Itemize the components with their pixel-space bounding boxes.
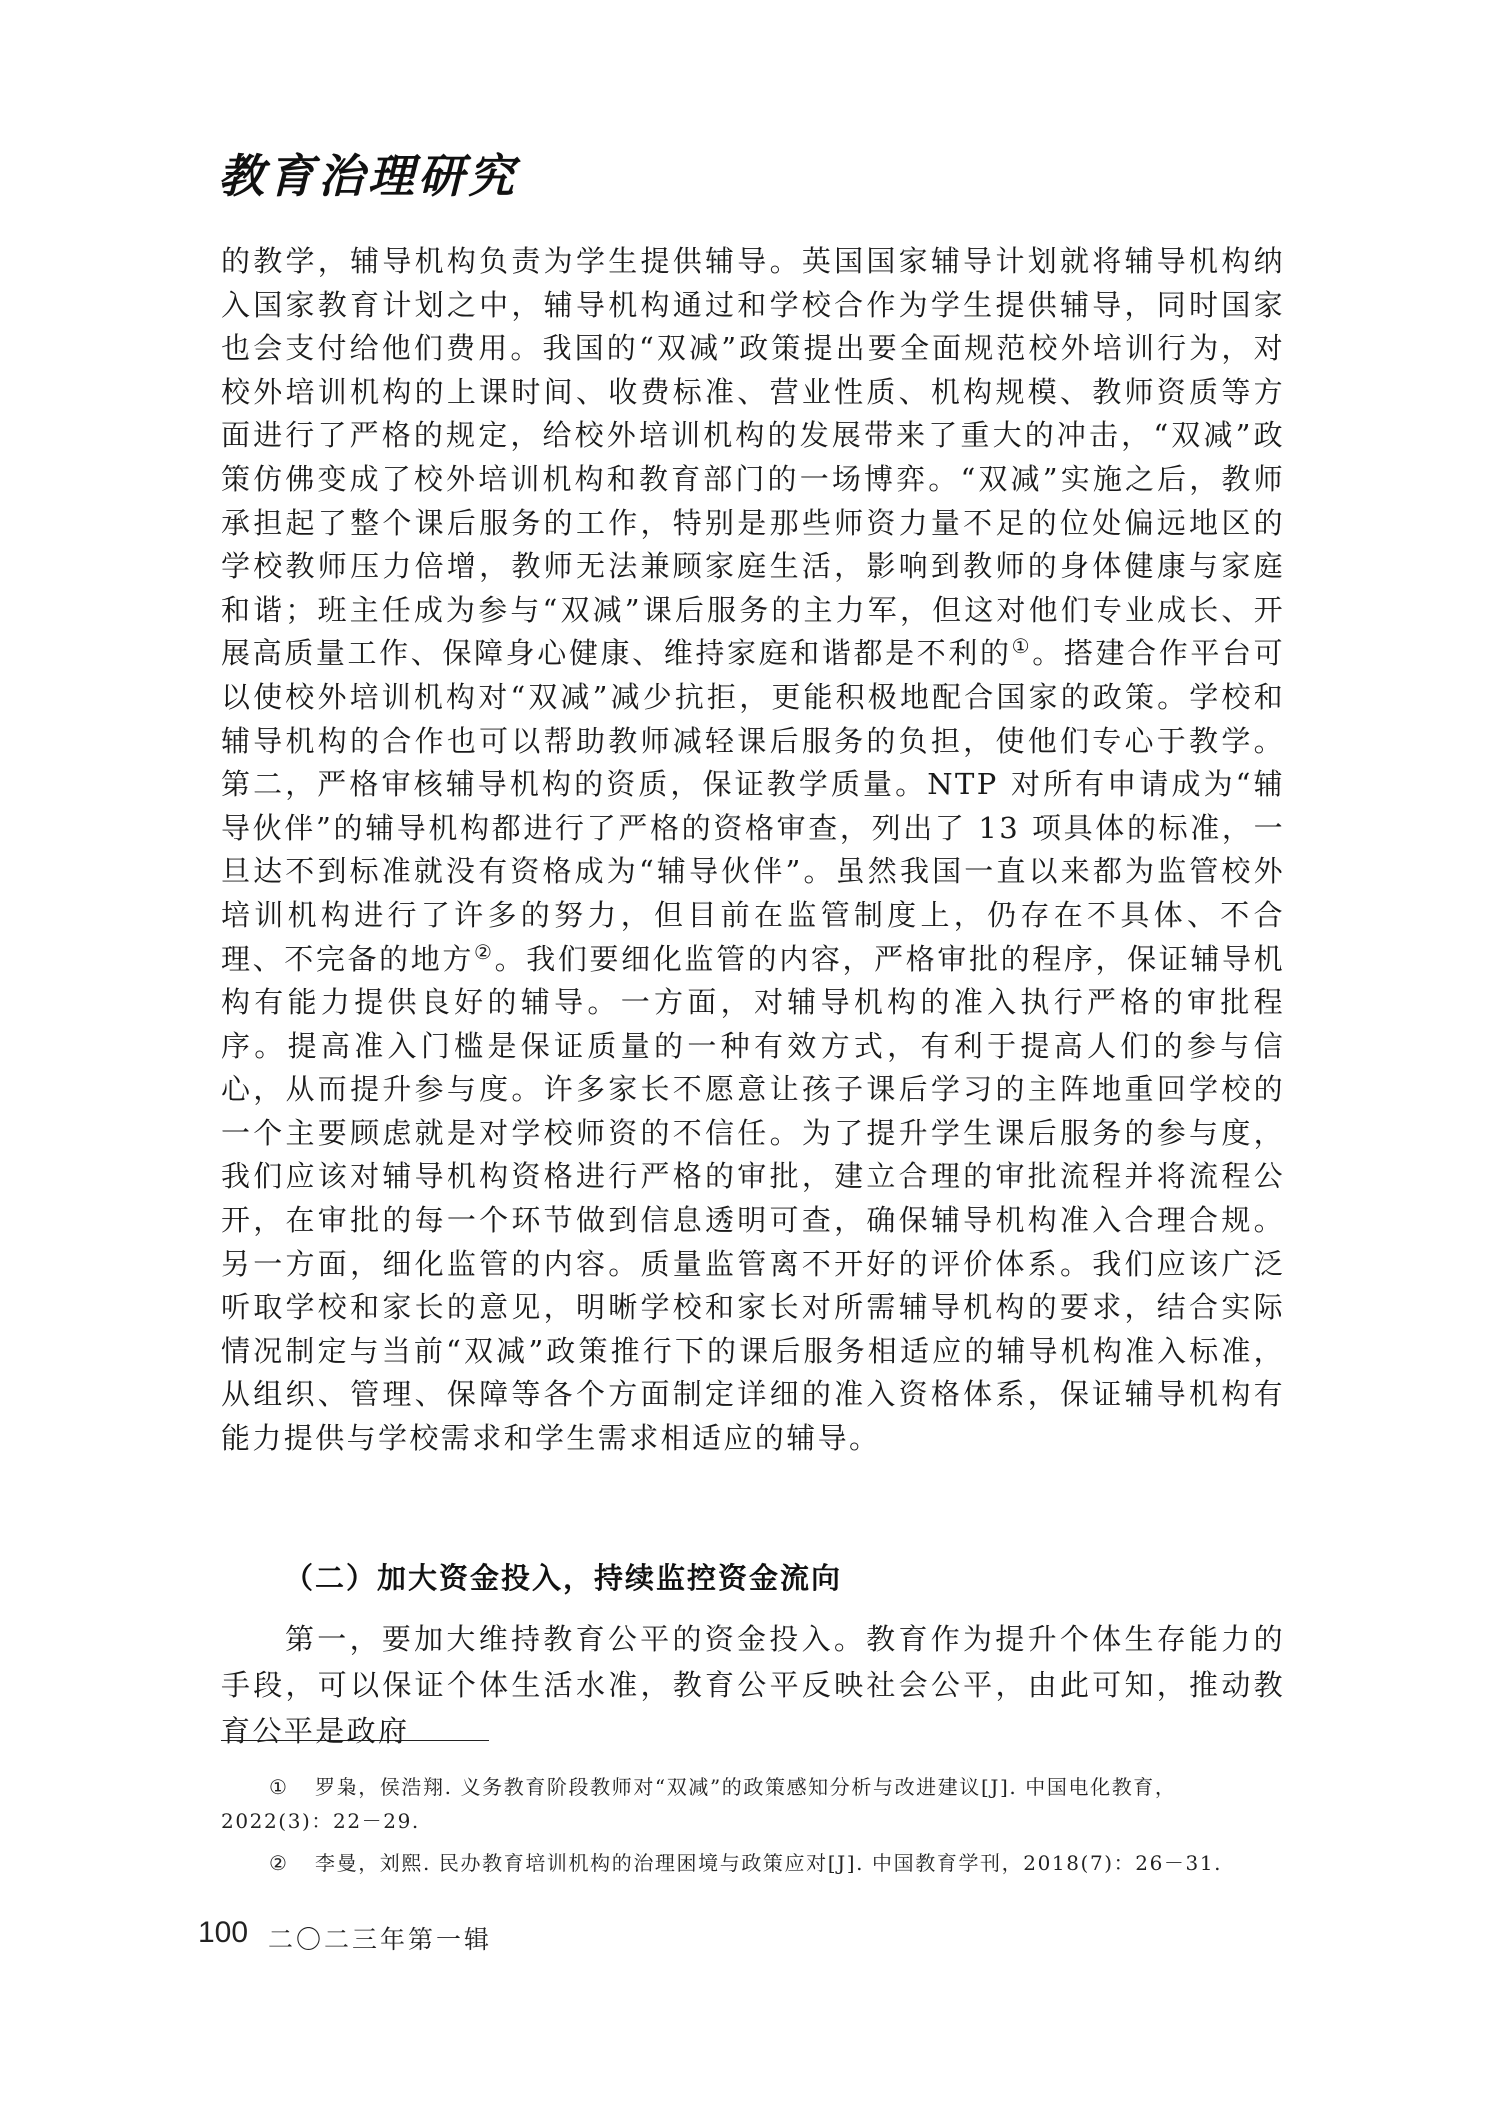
journal-title: 教育治理研究 <box>218 149 518 203</box>
paragraph-text-part-2: 。搭建合作平台可以使校外培训机构对“双减”减少抗拒，更能积极地配合国家的政策。学校和辅导机构的合作也可以帮助教师减轻课后服务的负担，使他们专心于教学。第二，严格审核辅导机构的资质，保证教学质量。NTP 对所有申请成为“辅导伙伴”的辅导机构都进行了严格的资格审查，列出了 13 项具体的标准，一旦达不到标准就没有资格成为“辅导伙伴”。虽然我国一直以来都为监管校外培训机构进行了许多的努力，但目前在监管制度上，仍存在不具体、不合理、不完备的地方 <box>221 636 1285 976</box>
second-paragraph <box>221 1616 1285 1754</box>
issue-label: 二〇二三年第一辑 <box>268 1925 493 1954</box>
paragraph-text-part-1: 的教学，辅导机构负责为学生提供辅导。英国国家辅导计划就将辅导机构纳入国家教育计划之中，辅导机构通过和学校合作为学生提供辅导，同时国家也会支付给他们费用。我国的“双减”政策提出要全面规范校外培训行为，对校外培训机构的上课时间、收费标准、营业性质、机构规模、教师资质等方面进行了严格的规定，给校外培训机构的发展带来了重大的冲击，“双减”政策仿佛变成了校外培训机构和教育部门的一场博弈。“双减”实施之后，教师承担起了整个课后服务的工作，特别是那些师资力量不足的位处偏远地区的学校教师压力倍增，教师无法兼顾家庭生活，影响到教师的身体健康与家庭和谐；班主任成为参与“双减”课后服务的主力军，但这对他们专业成长、开展高质量工作、保障身心健康、维持家庭和谐都是不利的 <box>221 244 1285 671</box>
footnote-ref-1[interactable]: ① <box>1011 634 1033 659</box>
page-number: 100 <box>198 1916 249 1949</box>
footnote-divider <box>221 1740 489 1741</box>
section-heading: （二）加大资金投入，持续监控资金流向 <box>284 1561 843 1595</box>
footnote-ref-2[interactable]: ② <box>474 939 495 964</box>
paragraph-text-part-3: 。我们要细化监管的内容，严格审批的程序，保证辅导机构有能力提供良好的辅导。一方面，对辅导机构的准入执行严格的审批程序。提高准入门槛是保证质量的一种有效方式，有利于提高人们的参与信心，从而提升参与度。许多家长不愿意让孩子课后学习的主阵地重回学校的一个主要顾虑就是对学校师资的不信任。为了提升学生课后服务的参与度，我们应该对辅导机构资格进行严格的审批，建立合理的审批流程并将流程公开，在审批的每一个环节做到信息透明可查，确保辅导机构准入合理合规。另一方面，细化监管的内容。质量监管离不开好的评价体系。我们应该广泛听取学校和家长的意见，明晰学校和家长对所需辅导机构的要求，结合实际情况制定与当前“双减”政策推行下的课后服务相适应的辅导机构准入标准，从组织、管理、保障等各个方面制定详细的准入资格体系，保证辅导机构有能力提供与学校需求和学生需求相适应的辅导。 <box>221 941 1285 1456</box>
footnote-mark: ② <box>269 1851 289 1875</box>
second-paragraph-text: 第一，要加大维持教育公平的资金投入。教育作为提升个体生存能力的手段，可以保证个体生活水准，教育公平反映社会公平，由此可知，推动教育公平是政府 <box>221 1622 1285 1748</box>
footnote-mark: ① <box>269 1775 289 1799</box>
footnote-text: 李曼，刘熙. 民办教育培训机构的治理困境与政策应对[J]. 中国教育学刊，2018(7)：26－31. <box>315 1851 1223 1875</box>
footnote-1 <box>221 1770 1285 1838</box>
footnote-text: 罗枭，侯浩翔. 义务教育阶段教师对“双减”的政策感知分析与改进建议[J]. 中国电化教育，2022(3)：22－29. <box>221 1775 1177 1833</box>
main-paragraph <box>221 240 1285 1461</box>
footnote-2 <box>221 1846 1285 1880</box>
